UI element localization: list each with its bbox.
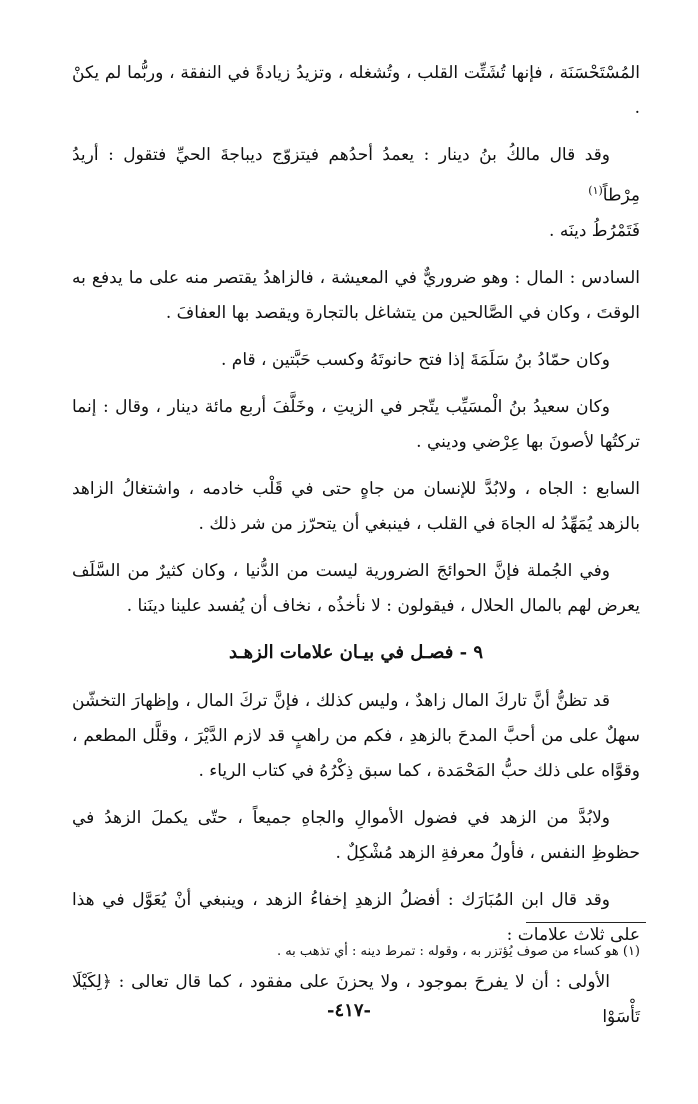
body-text [72,56,640,1047]
paragraph: السادس : المال : وهو ضروريٌّ في المعيشة ، فالزاهدُ يقتصر منه على ما يدفع به الوقتَ ، وكان في الصَّالحين من يتشاغل بالتجارة ويقصد بها العفافَ . [72,267,640,323]
paragraph: المُسْتَحْسَنَة ، فإنها تُشَتِّت القلب ، وتُشغله ، وتزيدُ زيادةً في النفقة ، وربُّما لم يكنْ . [72,63,640,118]
paragraph: فَتَمْرُطُ دينَه . [549,220,640,241]
footnote-marker: (١) [588,184,603,197]
footnote-divider [526,922,646,923]
paragraph: وكان حمّادُ بنُ سَلَمَةَ إذا فتح حانوتَهُ وكسب حَبَّتين ، قام . [221,349,610,370]
paragraph: وقد قال ابن المُبَارَك : أفضلُ الزهدِ إخفاءُ الزهد ، وينبغي أنْ يُعَوَّل في هذا على ثلاث علامات : [72,889,640,945]
footnote: (١) هو كساء من صوف يُؤتزر به ، وقوله : تمرط دينه : أي تذهب به . [276,944,640,959]
paragraph: وفي الجُملة فإنَّ الحوائجَ الضرورية ليست من الدُّنيا ، وكان كثيرٌ من السَّلَف يعرض لهم بالمال الحلال ، فيقولون : لا نأخذُه ، نخاف أن يُفسد علينا دينَنا . [72,560,640,616]
paragraph: قد تظنُّ أنَّ تاركَ المال زاهدٌ ، وليس كذلك ، فإنَّ تركَ المال ، وإظهارَ التخشّن سهلٌ على من أحبَّ المدحَ بالزهدِ ، فكم من راهبٍ قد لازم الدَّيْرَ ، وقلَّل المطعم ، وقوَّاه على ذلك حبُّ المَحْمَدة ، كما سبق ذِكْرُهُ في كتاب الرياء . [72,690,640,781]
section-heading: ٩ - فصـل في بيـان علامات الزهـد [228,641,484,663]
paragraph: السابع : الجاه ، ولابُدَّ للإنسان من جاهٍ حتى في قَلْب خادمه ، واشتغالُ الزاهد بالزهد يُمَهِّدُ له الجاهَ في القلب ، فينبغي أن يتحرّز من شر ذلك . [72,478,640,534]
page-number: -٤١٧- [327,1000,371,1021]
paragraph-text: وقد قال مالكُ بنُ دينار : يعمدُ أحدُهم فيتزوّج ديباجةَ الحيِّ فتقول : أريدُ مِرْطاً [72,145,640,206]
paragraph: ولابُدَّ من الزهد في فضول الأموالِ والجاهِ جميعاً ، حتّى يكملَ الزهدُ في حظوظِ النفس ، فأولُ معرفةِ الزهد مُشْكِلٌ . [72,807,640,863]
paragraph: الأولى : أن لا يفرحَ بموجود ، ولا يحزنَ على مفقود ، كما قال تعالى : ﴿لِكَيْلَا تَأْسَوْا [72,971,640,1027]
paragraph: وكان سعيدُ بنُ الْمسَيِّب يتّجر في الزيتِ ، وخَلَّفَ أربع مائة دينار ، وقال : إنما تركتُها لأصونَ بها عِرْضي وديني . [72,396,640,452]
paragraph [72,138,640,214]
